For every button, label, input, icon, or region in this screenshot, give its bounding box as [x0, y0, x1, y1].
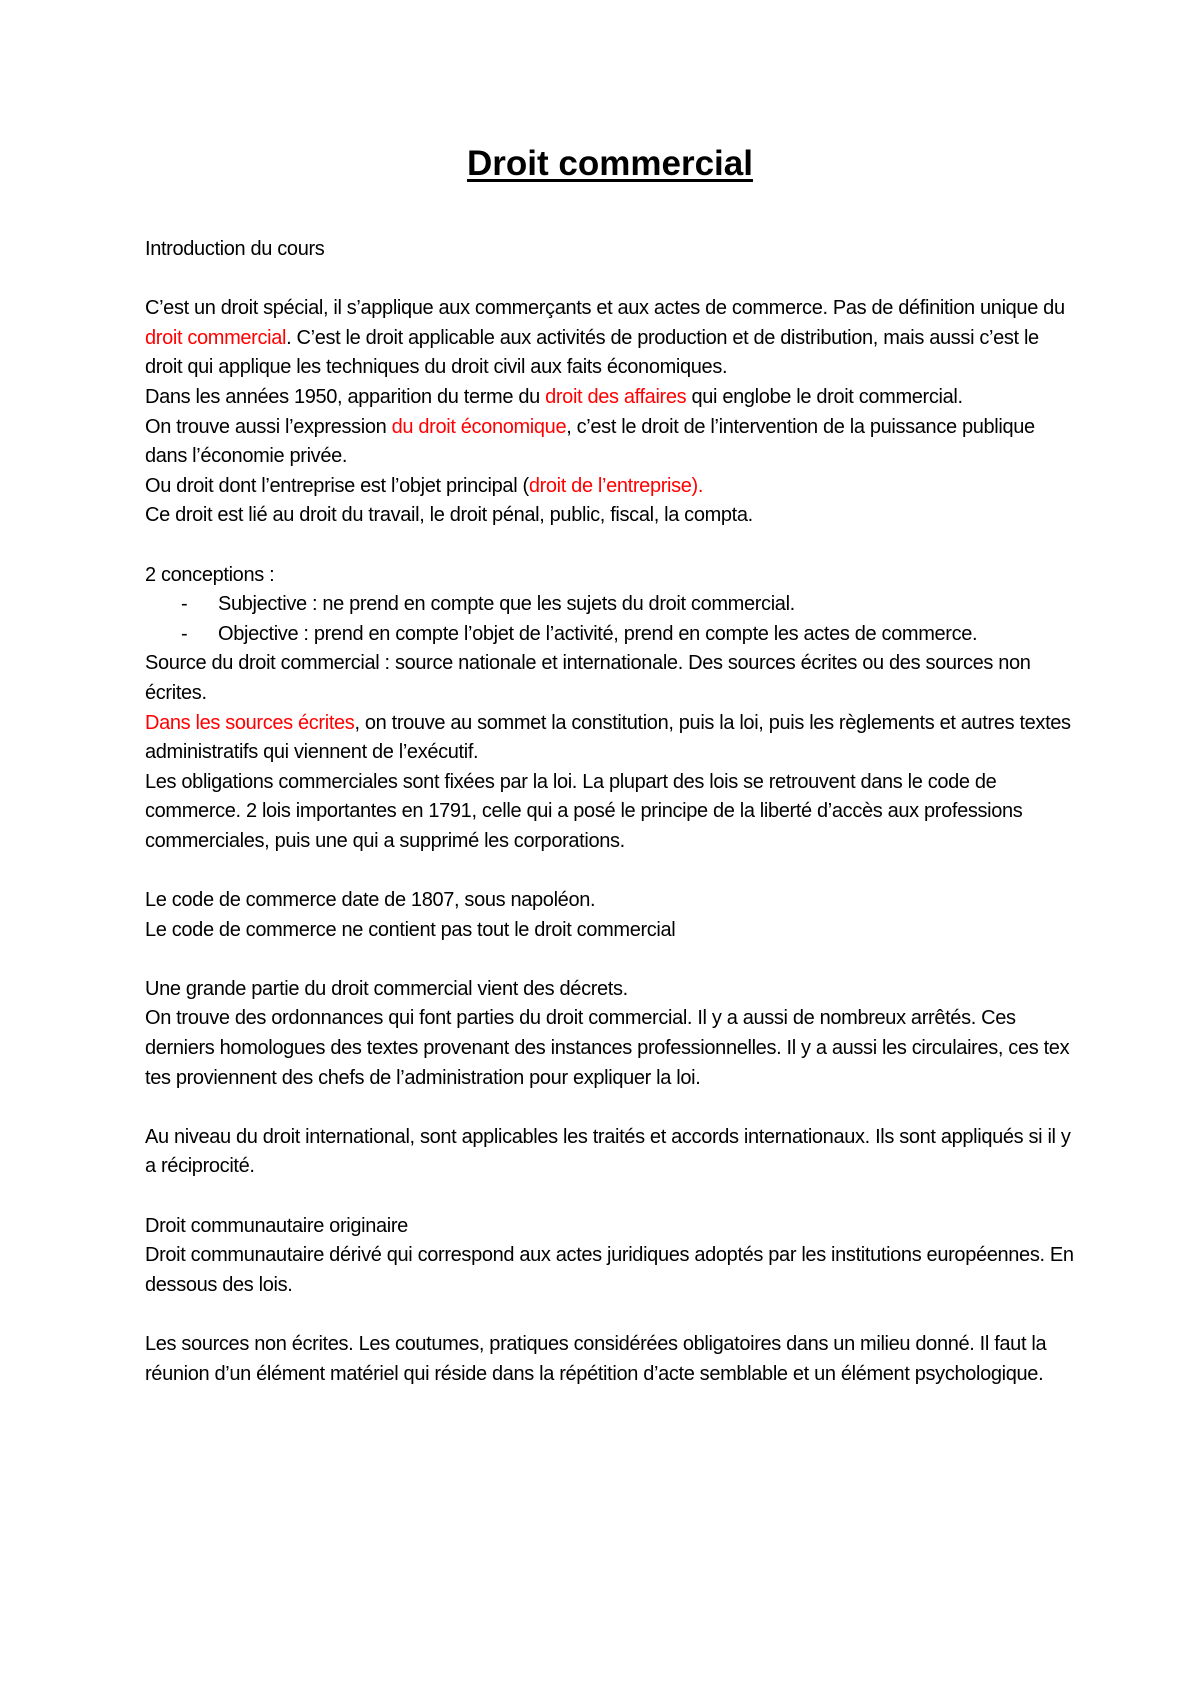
paragraph-code-date: Le code de commerce date de 1807, sous napoléon. [145, 889, 596, 912]
highlighted-term: droit de l’entreprise). [528, 474, 704, 497]
paragraph-sources-ecrites [145, 709, 1075, 768]
paragraph-text: , c’est le droit de l’intervention de la puissance publique dans l’économie privée. [145, 415, 1035, 468]
paragraph-spacer [145, 856, 1075, 886]
paragraph-text: qui englobe le droit commercial. [686, 385, 963, 408]
conceptions-heading: 2 conceptions : [145, 563, 275, 586]
conceptions-list [145, 590, 1075, 649]
highlighted-term: droit commercial [145, 326, 287, 349]
document-page [145, 140, 1075, 1389]
section-heading-introduction: Introduction du cours [145, 238, 325, 260]
highlighted-term: droit des affaires [545, 385, 687, 408]
highlighted-term: Dans les sources écrites [145, 711, 355, 734]
paragraph-text: . C’est le droit applicable aux activités de production et de distribution, mais aussi c’est le droit qui applique les techniques du droit civil aux faits économiques. [145, 326, 1039, 379]
paragraph-sources-non-ecrites: Les sources non écrites. Les coutumes, pratiques considérées obligatoires dans un milieu donné. Il faut la réunion d’un élément matériel qui réside dans la répétition d’acte semblable et un élément psychologique. [145, 1332, 1047, 1385]
dash-bullet: - [181, 593, 188, 616]
paragraph-sources: Source du droit commercial : source nationale et internationale. Des sources écrites ou des sources non écrites. [145, 652, 1031, 704]
paragraph-related-law: Ce droit est lié au droit du travail, le droit pénal, public, fiscal, la compta. [145, 504, 753, 527]
paragraph-text: C’est un droit spécial, il s’applique aux commerçants et aux actes de commerce. Pas de définition unique du [145, 297, 1065, 320]
paragraph-spacer [145, 945, 1075, 975]
paragraph-text: , on trouve au sommet la constitution, puis la loi, puis les règlements et autres textes administratifs qui viennent de l’exécutif. [145, 711, 1071, 764]
paragraph-spacer [145, 265, 1075, 295]
paragraph-droit-entreprise [145, 472, 1075, 502]
dash-bullet: - [181, 622, 188, 645]
paragraph-text: Ou droit dont l’entreprise est l’objet principal ( [145, 474, 529, 497]
paragraph-international: Au niveau du droit international, sont applicables les traités et accords internationaux. Ils sont appliqués si il y a réciprocité. [145, 1125, 1071, 1178]
paragraph-definition [145, 294, 1075, 383]
paragraph-spacer [145, 1300, 1075, 1330]
paragraph-droit-economique [145, 413, 1075, 472]
paragraph-ordonnances: On trouve des ordonnances qui font parties du droit commercial. Il y a aussi de nombreux arrêtés. Ces derniers homologues des textes provenant des instances professionnelles. Il y a aussi les circulaires, ces tex tes proviennent des chefs de l’administration pour expliquer la loi. [145, 1007, 1070, 1089]
list-item-text: Subjective : ne prend en compte que les sujets du droit commercial. [218, 593, 795, 616]
paragraph-droit-des-affaires [145, 383, 1075, 413]
paragraph-communautaire-derive: Droit communautaire dérivé qui correspond aux actes juridiques adoptés par les institutions européennes. En dessous des lois. [145, 1244, 1074, 1296]
paragraph-decrets: Une grande partie du droit commercial vient des décrets. [145, 977, 628, 1000]
paragraph-text: Dans les années 1950, apparition du terme du [145, 385, 546, 408]
paragraph-spacer [145, 1093, 1075, 1123]
paragraph-text: On trouve aussi l’expression [145, 415, 392, 438]
document-title: Droit commercial [467, 144, 753, 183]
highlighted-term: du droit économique [391, 415, 567, 438]
paragraph-code-scope: Le code de commerce ne contient pas tout le droit commercial [145, 918, 676, 941]
list-item-text: Objective : prend en compte l’objet de l’activité, prend en compte les actes de commerce. [218, 622, 978, 645]
list-item [181, 620, 1075, 650]
paragraph-communautaire-originaire: Droit communautaire originaire [145, 1214, 408, 1237]
paragraph-obligations: Les obligations commerciales sont fixées par la loi. La plupart des lois se retrouvent dans le code de commerce. 2 lois importantes en 1791, celle qui a posé le principe de la liberté d’accès aux professions commerciales, puis une qui a supprimé les corporations. [145, 770, 1023, 852]
list-item [181, 590, 1075, 620]
paragraph-spacer [145, 1182, 1075, 1212]
paragraph-spacer [145, 531, 1075, 561]
